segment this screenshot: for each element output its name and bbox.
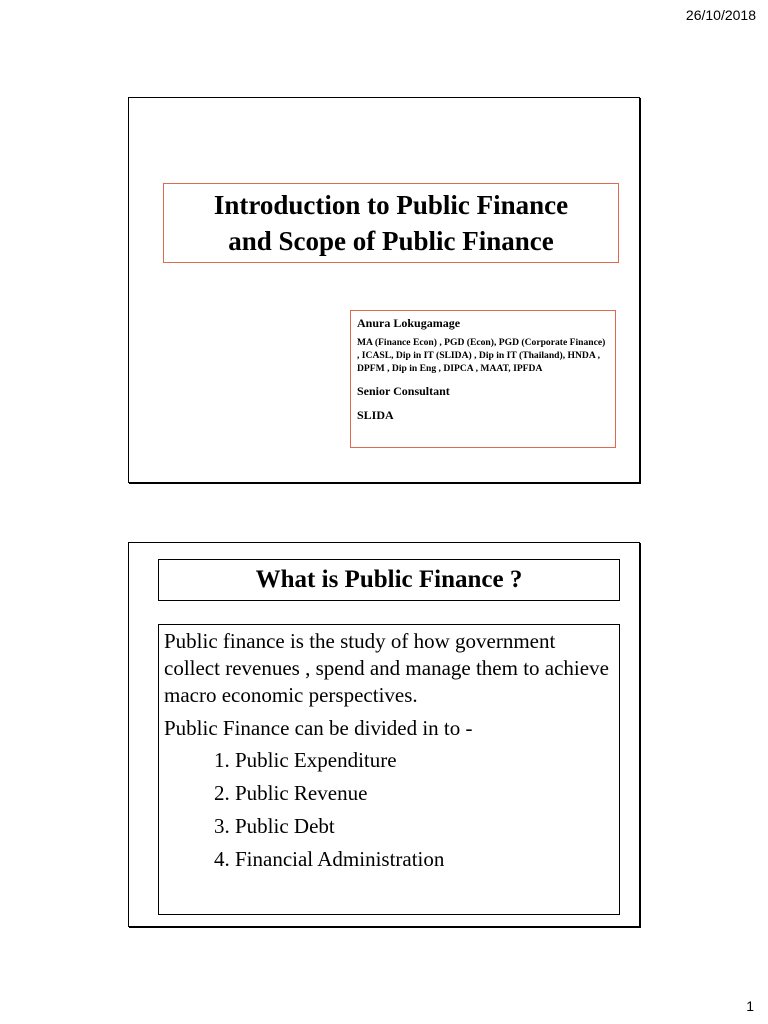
list-item: 2. Public Revenue	[214, 781, 368, 805]
body-box	[158, 624, 620, 915]
page-number: 1	[746, 998, 754, 1014]
divide-text: Public Finance can be divided in to -	[164, 716, 473, 740]
author-role: Senior Consultant	[357, 384, 450, 398]
title-line-2: and Scope of Public Finance	[228, 226, 554, 256]
slide-what-is-public-finance	[128, 542, 640, 927]
list-item: 3. Public Debt	[214, 814, 335, 838]
page-date: 26/10/2018	[685, 7, 756, 23]
author-organization: SLIDA	[357, 408, 394, 422]
title-box	[163, 183, 619, 263]
intro-paragraph: Public finance is the study of how government collect revenues , spend and manage them to achieve macro economic perspectives.	[164, 629, 609, 707]
list-item: 4. Financial Administration	[214, 847, 445, 871]
list-item: 1. Public Expenditure	[214, 748, 397, 772]
slide-heading: What is Public Finance ?	[255, 566, 523, 593]
heading-box	[158, 559, 620, 601]
author-name: Anura Lokugamage	[357, 316, 461, 330]
author-box	[350, 310, 616, 448]
author-qualifications: MA (Finance Econ) , PGD (Econ), PGD (Corporate Finance) , ICASL, Dip in IT (SLIDA) , Dip in IT (Thailand), HNDA , DPFM , Dip in Eng , DIPCA , MAAT, IPFDA	[357, 337, 606, 374]
title-line-1: Introduction to Public Finance	[213, 190, 569, 220]
divisions-list	[164, 747, 614, 873]
slide-title	[128, 97, 640, 483]
